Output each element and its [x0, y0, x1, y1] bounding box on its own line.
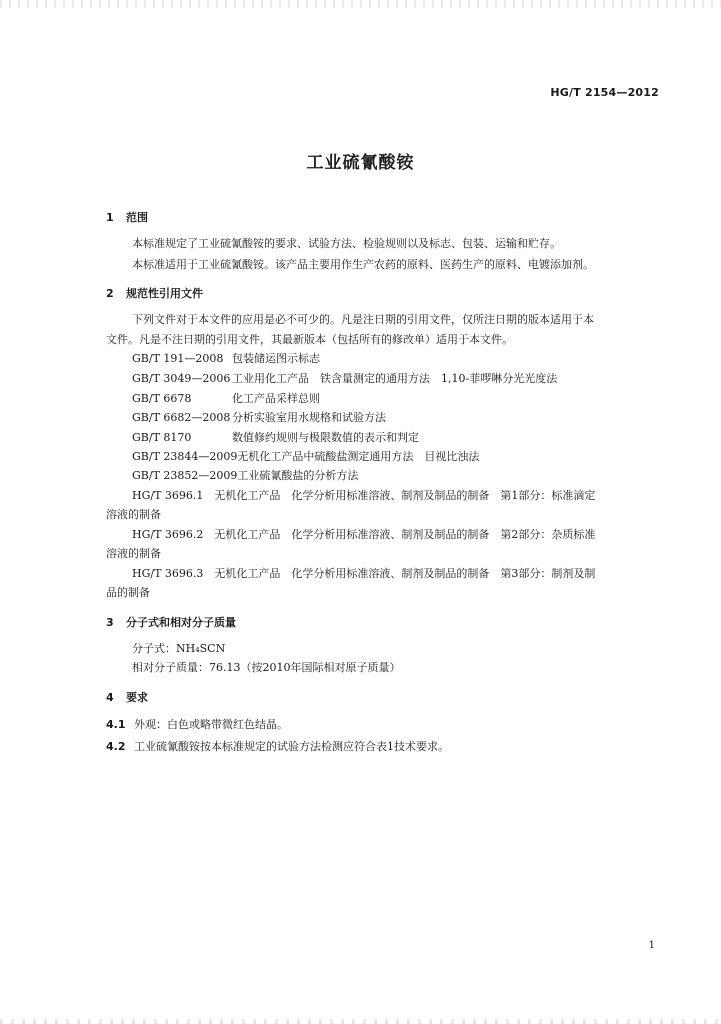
- reference-item: [132, 352, 320, 366]
- section-3-heading: [106, 614, 236, 630]
- clause-text: 工业硫氰酸铵按本标准规定的试验方法检测应符合表1技术要求。: [134, 740, 449, 753]
- reference-item: [132, 450, 479, 464]
- reference-title: 化工产品采样总则: [232, 392, 320, 405]
- paragraph: 本标准适用于工业硫氰酸铵。该产品主要用作生产农药的原料、医药生产的原料、电镀添加剂。: [132, 258, 594, 271]
- section-1-heading: [106, 209, 148, 225]
- section-title: 范围: [126, 211, 148, 224]
- reference-item: [132, 372, 557, 386]
- molecular-formula: 分子式：NH₄SCN: [132, 642, 226, 655]
- reference-item: [132, 469, 358, 483]
- reference-item: [132, 392, 320, 406]
- reference-item: [132, 411, 386, 425]
- reference-code: GB/T 23844—2009: [132, 450, 238, 463]
- reference-item: [132, 431, 419, 445]
- reference-item-hg-2: HG/T 3696.2 无机化工产品 化学分析用标准溶液、制剂及制品的制备 第2部分：杂质标准: [132, 528, 596, 541]
- reference-item-hg-1: HG/T 3696.1 无机化工产品 化学分析用标准溶液、制剂及制品的制备 第1部分：标准滴定: [132, 489, 596, 502]
- section-number: 4: [106, 691, 114, 704]
- paragraph: 本标准规定了工业硫氰酸铵的要求、试验方法、检验规则以及标志、包装、运输和贮存。: [132, 237, 561, 250]
- reference-title: 工业用化工产品 铁含量测定的通用方法 1,10-菲啰啉分光光度法: [232, 372, 558, 385]
- reference-code: GB/T 3049—2006: [132, 372, 231, 385]
- reference-title: 工业硫氰酸盐的分析方法: [237, 469, 359, 482]
- molecular-mass: 相对分子质量：76.13（按2010年国际相对原子质量）: [132, 661, 401, 674]
- section-2-heading: [106, 285, 203, 301]
- clause-4-2: [106, 738, 449, 754]
- scan-artifact-bottom: [0, 1019, 721, 1024]
- section-title: 要求: [126, 691, 148, 704]
- reference-item-hg-3: HG/T 3696.3 无机化工产品 化学分析用标准溶液、制剂及制品的制备 第3部分：制剂及制: [132, 567, 596, 580]
- section-title: 规范性引用文件: [126, 287, 203, 300]
- section-4-heading: [106, 689, 148, 705]
- paragraph: 下列文件对于本文件的应用是必不可少的。凡是注日期的引用文件，仅所注日期的版本适用于本: [132, 313, 594, 326]
- clause-number: 4.1: [106, 718, 126, 731]
- reference-code: GB/T 23852—2009: [132, 469, 238, 482]
- reference-code: GB/T 6678: [132, 392, 192, 405]
- section-number: 3: [106, 616, 114, 629]
- reference-item-hg-2-cont: 溶液的制备: [106, 547, 161, 560]
- page-number: 1: [648, 940, 655, 951]
- document-title: 工业硫氰酸铵: [306, 153, 415, 173]
- reference-title: 包装储运图示标志: [232, 352, 320, 365]
- section-number: 1: [106, 211, 114, 224]
- scan-artifact-top: [0, 0, 721, 8]
- section-title: 分子式和相对分子质量: [126, 616, 236, 629]
- paragraph: 文件。凡是不注日期的引用文件，其最新版本（包括所有的修改单）适用于本文件。: [106, 333, 513, 346]
- reference-code: GB/T 191—2008: [132, 352, 224, 365]
- section-number: 2: [106, 287, 114, 300]
- reference-item-hg-1-cont: 溶液的制备: [106, 508, 161, 521]
- standard-code: HG/T 2154—2012: [550, 86, 659, 99]
- reference-title: 无机化工产品中硫酸盐测定通用方法 目视比浊法: [237, 450, 480, 463]
- clause-number: 4.2: [106, 740, 126, 753]
- clause-text: 外观：白色或略带微红色结晶。: [134, 718, 288, 731]
- reference-code: GB/T 6682—2008: [132, 411, 231, 424]
- reference-code: GB/T 8170: [132, 431, 192, 444]
- clause-4-1: [106, 716, 288, 732]
- reference-title: 分析实验室用水规格和试验方法: [232, 411, 386, 424]
- reference-title: 数值修约规则与极限数值的表示和判定: [232, 431, 419, 444]
- reference-item-hg-3-cont: 品的制备: [106, 586, 150, 599]
